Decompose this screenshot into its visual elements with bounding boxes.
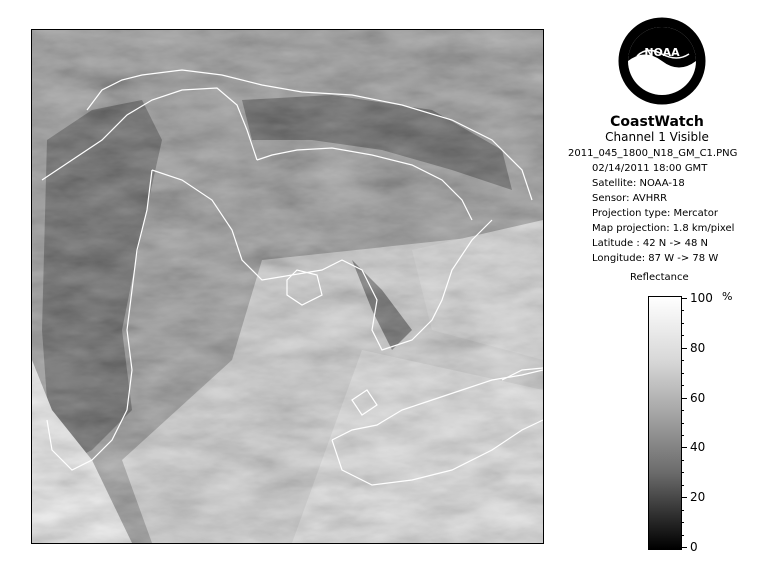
colorbar-unit: % (722, 290, 733, 303)
sensor-label: Sensor: AVHRR (592, 193, 668, 204)
colorbar-minor-tick (681, 460, 684, 461)
colorbar-tick-label: 100 (690, 291, 713, 305)
noaa-logo-text: NOAA (644, 46, 680, 59)
map-projection-label: Map projection: 1.8 km/pixel (592, 223, 735, 234)
colorbar-minor-tick (681, 373, 684, 374)
datetime-label: 02/14/2011 18:00 GMT (592, 163, 708, 174)
colorbar-minor-tick (681, 535, 684, 536)
colorbar-minor-tick (681, 360, 684, 361)
colorbar-minor-tick (681, 510, 684, 511)
longitude-label: Longitude: 87 W -> 78 W (592, 253, 719, 264)
colorbar-tick-label: 40 (690, 440, 706, 455)
colorbar-tick-mark (681, 447, 687, 448)
colorbar-minor-tick (681, 423, 684, 424)
colorbar-tick-mark (681, 547, 687, 548)
colorbar-minor-tick (681, 385, 684, 386)
colorbar-tick-label: 60 (690, 390, 706, 405)
satellite-map (31, 29, 544, 544)
colorbar-tick-mark (681, 497, 687, 498)
colorbar-tick-label: 80 (690, 340, 706, 355)
projection-label: Projection type: Mercator (592, 208, 718, 219)
colorbar-minor-tick (681, 522, 684, 523)
colorbar-tick-label: 20 (690, 490, 706, 505)
colorbar-minor-tick (681, 435, 684, 436)
product-title: CoastWatch (610, 114, 704, 130)
filename-label: 2011_045_1800_N18_GM_C1.PNG (568, 148, 738, 159)
colorbar-minor-tick (681, 323, 684, 324)
satellite-image (32, 30, 543, 543)
satellite-label: Satellite: NOAA-18 (592, 178, 685, 189)
latitude-label: Latitude : 42 N -> 48 N (592, 238, 708, 249)
reflectance-colorbar (648, 296, 682, 550)
colorbar-minor-tick (681, 485, 684, 486)
colorbar-minor-tick (681, 410, 684, 411)
colorbar-tick-mark (681, 298, 687, 299)
colorbar-tick-label: 0 (690, 540, 698, 554)
colorbar-minor-tick (681, 472, 684, 473)
colorbar-minor-tick (681, 335, 684, 336)
colorbar-tick-mark (681, 348, 687, 349)
colorbar-tick-mark (681, 398, 687, 399)
colorbar-minor-tick (681, 310, 684, 311)
colorbar-title: Reflectance (630, 272, 689, 283)
channel-subtitle: Channel 1 Visible (605, 130, 709, 144)
